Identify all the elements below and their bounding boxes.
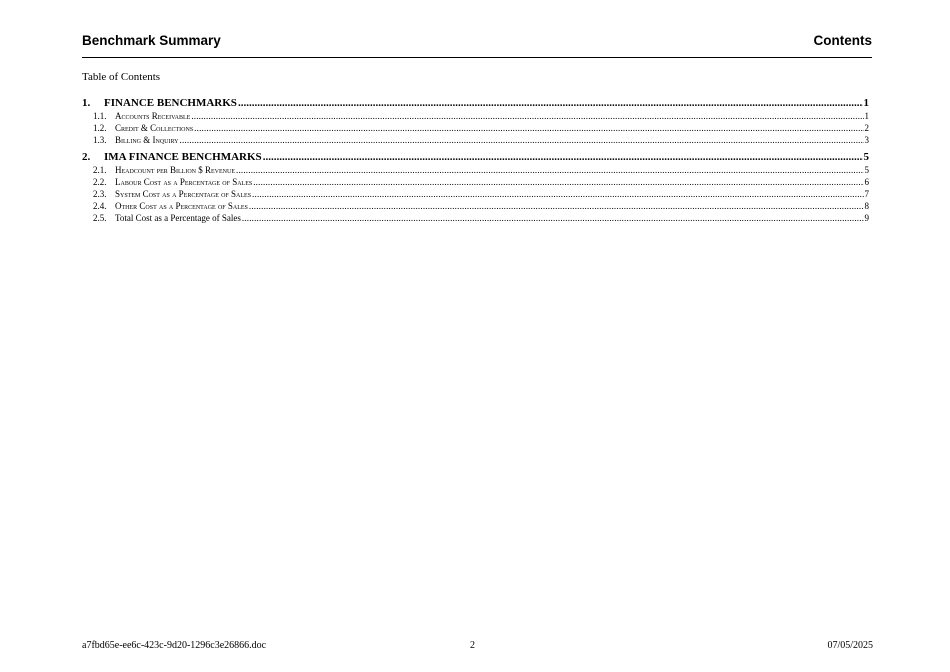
toc-leader-dots (191, 110, 863, 122)
toc-leader-dots (194, 122, 863, 134)
toc-item-title: Credit & Collections (115, 123, 194, 133)
toc-item-2-5[interactable] (82, 212, 869, 224)
toc-item-number: 2.5. (93, 213, 107, 223)
toc-leader-dots (180, 134, 864, 146)
toc-section-title: IMA FINANCE BENCHMARKS (104, 151, 262, 163)
toc-page-number: 6 (864, 177, 869, 187)
toc-page-number: 9 (864, 213, 869, 223)
toc-section-title: FINANCE BENCHMARKS (104, 97, 237, 109)
toc-item-2-3[interactable] (82, 188, 869, 200)
toc-page-number: 7 (864, 189, 869, 199)
toc-item-2-1[interactable] (82, 164, 869, 176)
toc-item-1-3[interactable] (82, 134, 869, 146)
toc-item-title: Other Cost as a Percentage of Sales (115, 201, 248, 211)
toc-page-number: 5 (864, 165, 869, 175)
toc-item-number: 2.1. (93, 165, 107, 175)
toc-item-number: 1.2. (93, 123, 107, 133)
toc-leader-dots (252, 188, 863, 200)
toc-leader-dots (249, 200, 864, 212)
toc-item-1-1[interactable] (82, 110, 869, 122)
toc-item-title: Total Cost as a Percentage of Sales (115, 213, 241, 223)
footer-page-number: 2 (470, 640, 475, 651)
toc-heading: Table of Contents (82, 71, 161, 83)
toc-leader-dots (238, 96, 863, 110)
page-footer (82, 640, 873, 654)
toc-item-title: Accounts Receivable (115, 111, 191, 121)
section-title: Contents (813, 33, 872, 48)
toc-item-number: 2.4. (93, 201, 107, 211)
toc-page-number: 3 (864, 135, 869, 145)
document-title: Benchmark Summary (82, 33, 221, 48)
toc-item-number: 1.3. (93, 135, 107, 145)
toc-item-number: 2.2. (93, 177, 107, 187)
toc-leader-dots (253, 176, 863, 188)
toc-section-number: 2. (82, 151, 91, 163)
toc-section-1[interactable] (82, 96, 869, 110)
toc-item-title: System Cost as a Percentage of Sales (115, 189, 252, 199)
toc-item-2-2[interactable] (82, 176, 869, 188)
toc-page-number: 1 (864, 111, 869, 121)
footer-date: 07/05/2025 (827, 640, 873, 651)
toc-section-2[interactable] (82, 150, 869, 164)
table-of-contents (82, 96, 869, 224)
toc-item-2-4[interactable] (82, 200, 869, 212)
toc-section-number: 1. (82, 97, 91, 109)
footer-filename: a7fbd65e-ee6c-423c-9d20-1296c3e26866.doc (82, 640, 267, 651)
toc-item-1-2[interactable] (82, 122, 869, 134)
toc-page-number: 2 (864, 123, 869, 133)
toc-leader-dots (263, 150, 863, 164)
toc-page-number: 8 (864, 201, 869, 211)
toc-leader-dots (242, 212, 864, 224)
toc-item-number: 2.3. (93, 189, 107, 199)
toc-item-title: Headcount per Billion $ Revenue (115, 165, 235, 175)
toc-item-title: Labour Cost as a Percentage of Sales (115, 177, 253, 187)
toc-item-number: 1.1. (93, 111, 107, 121)
toc-page-number: 1 (863, 97, 869, 109)
toc-page-number: 5 (863, 151, 869, 163)
page-header (82, 33, 872, 58)
toc-item-title: Billing & Inquiry (115, 135, 179, 145)
toc-leader-dots (236, 164, 864, 176)
